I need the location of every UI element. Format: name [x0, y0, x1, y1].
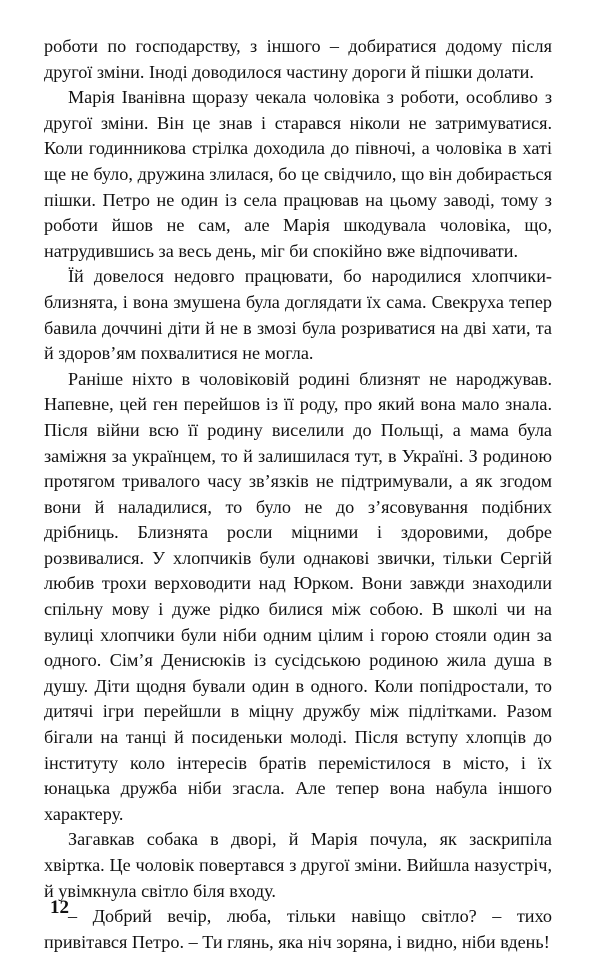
paragraph-continuation: роботи по господарству, з іншого – добиратися додому після другої зміни. Іноді доводилося частину дороги й пішки долати. — [44, 36, 552, 82]
paragraph: Їй довелося недовго працювати, бо народилися хлопчики-близнята, і вона змушена була доглядати їх сама. Свекруха тепер бавила доччині діти й не в змозі була розриватися на дві хати, та й здоров’ям похвалитися не могла. — [44, 266, 552, 364]
paragraph: Марія Іванівна щоразу чекала чоловіка з роботи, особливо з другої зміни. Він це знав і старався ніколи не затримуватися. Коли годинникова стрілка доходила до півночі, а чоловіка в хаті ще не було, дружина злилася, бо це свідчило, що він добирається пішки. Петро не один із села працював на цьому заводі, тому з роботи йшов не сам, але Марія шкодувала чоловіка, що, натрудившись за весь день, міг би спокійно вже відпочивати. — [44, 87, 552, 261]
paragraph: Загавкав собака в дворі, й Марія почула, як заскрипіла хвіртка. Це чоловік повертався з другої зміни. Вийшла назустріч, й увімкнула світло біля входу. — [44, 829, 552, 901]
dialogue-paragraph: – Добрий вечір, люба, тільки навіщо світло? – тихо привітався Петро. – Ти глянь, яка ніч зоряна, і видно, ніби вдень! — [44, 906, 552, 952]
book-page-text — [44, 34, 552, 955]
paragraph: Раніше ніхто в чоловіковій родині близнят не народжував. Напевне, цей ген перейшов із її роду, про який вона мало знала. Після війни всю її родину виселили до Польщі, а мама була заміжня за українцем, то й залишилася тут, в Україні. З родиною протягом тривалого часу зв’язків не підтримували, а як згодом вони й наладилися, то було не до з’ясовування подібних дрібниць. Близнята росли міцними і здоровими, добре розвивалися. У хлопчиків були однакові звички, тільки Сергій любив трохи верховодити над Юрком. Вони завжди знаходили спільну мову і дуже рідко билися між собою. В школі чи на вулиці хлопчики були ніби одним цілим і горою стояли один за одного. Сім’я Денисюків із сусідською родиною жила душа в душу. Діти щодня бували один в одного. Коли попідростали, то дитячі ігри перейшли в міцну дружбу між підлітками. Разом бігали на танці й посиденьки молоді. Після вступу хлопців до інституту коло інтересів братів перемістилося в місто, і їх юнацька дружба ніби згасла. Але тепер вона набула іншого характеру. — [44, 368, 552, 824]
page-number: 12 — [50, 897, 69, 918]
